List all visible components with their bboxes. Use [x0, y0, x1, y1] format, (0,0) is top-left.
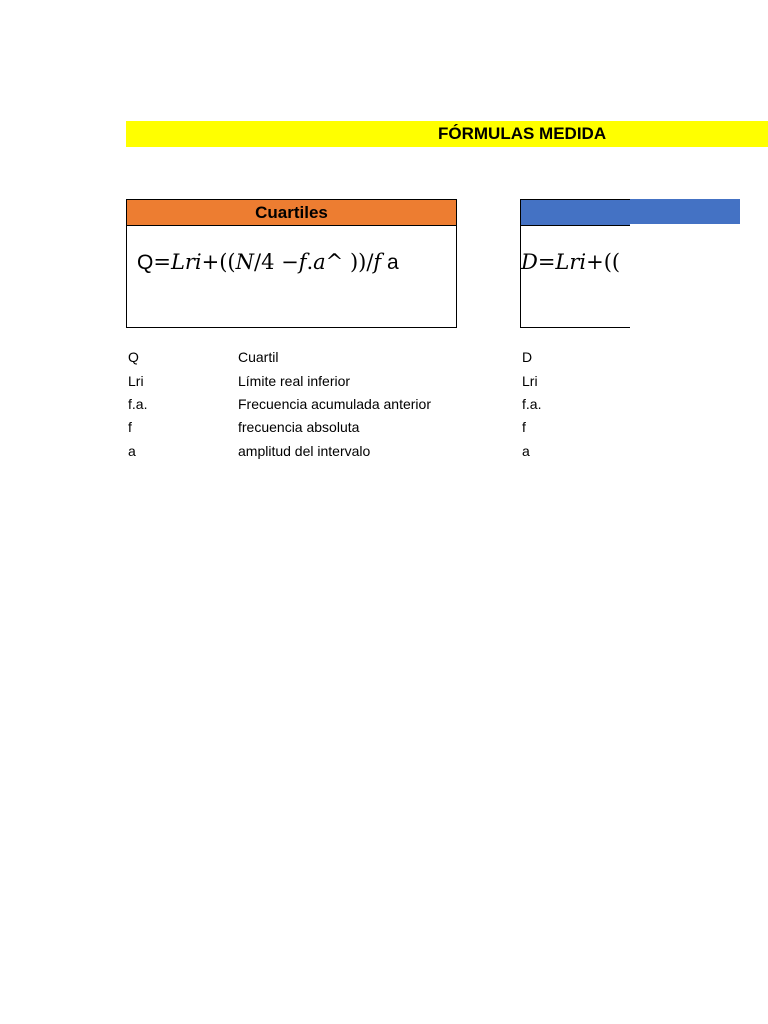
cuartiles-symbol: f	[128, 419, 132, 435]
deciles-symbol: a	[522, 443, 530, 459]
deciles-header	[521, 200, 630, 226]
deciles-formula: 𝐷=𝐿𝑟𝑖+((	[521, 250, 621, 274]
deciles-symbol: D	[522, 349, 533, 365]
page-title: FÓRMULAS MEDIDA	[438, 124, 607, 143]
cuartiles-meaning: Frecuencia acumulada anterior	[238, 396, 431, 412]
cuartiles-formula-lead: Q	[137, 251, 154, 274]
cuartiles-formula-body: =𝐿𝑟𝑖+((𝑁/4 −𝑓.𝑎^ ))/𝑓	[153, 250, 382, 274]
deciles-symbol: f.a.	[522, 396, 542, 412]
cuartiles-formula	[137, 250, 399, 275]
deciles-box	[520, 199, 630, 328]
cuartiles-meaning: Cuartil	[238, 349, 279, 365]
cuartiles-symbol: Lri	[128, 373, 144, 389]
cuartiles-meaning: Límite real inferior	[238, 373, 351, 389]
cuartiles-box	[126, 199, 457, 328]
deciles-symbol: f	[522, 419, 526, 435]
cuartiles-meaning: frecuencia absoluta	[238, 419, 360, 435]
deciles-symbol: Lri	[522, 373, 538, 389]
deciles-header-overflow	[630, 199, 740, 224]
title-bar-overflow	[630, 121, 740, 147]
cuartiles-header: Cuartiles	[127, 200, 456, 226]
cuartiles-symbol: Q	[128, 349, 139, 365]
cuartiles-meaning: amplitud del intervalo	[238, 443, 371, 459]
cuartiles-formula-tail: a	[381, 251, 399, 274]
cuartiles-symbol: a	[128, 443, 136, 459]
cuartiles-symbol: f.a.	[128, 396, 148, 412]
